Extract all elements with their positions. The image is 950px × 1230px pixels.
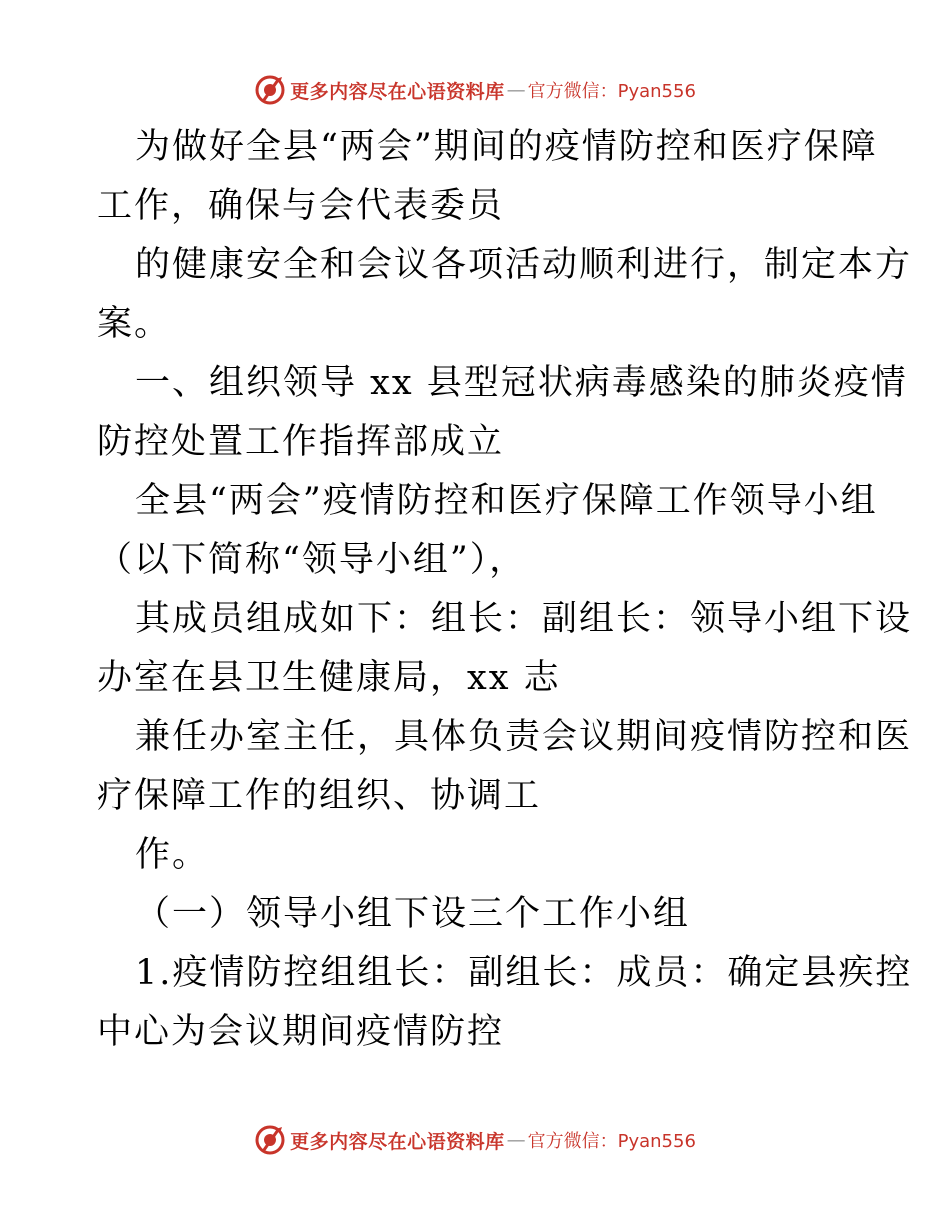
- body-line: 为做好全县“两会”期间的疫情防控和医疗保障: [135, 127, 878, 167]
- body-line: 工作，确保与会代表委员: [97, 186, 505, 226]
- body-line: 办室在县卫生健康局，xx 志: [97, 658, 561, 698]
- header-watermark: [0, 70, 950, 110]
- quill-seal-logo-icon: [254, 74, 286, 106]
- body-line: 疗保障工作的组织、协调工: [97, 776, 542, 816]
- body-line: 防控处置工作指挥部成立: [97, 422, 505, 462]
- body-line: （以下简称“领导小组”），: [97, 540, 527, 580]
- body-line: 1.疫情防控组组长：副组长：成员：确定县疾控: [135, 953, 913, 993]
- watermark-main-text: 更多内容尽在心语资料库: [290, 80, 505, 103]
- body-line: 中心为会议期间疫情防控: [97, 1012, 505, 1052]
- watermark-main-text: 更多内容尽在心语资料库: [290, 1130, 505, 1153]
- body-line: 兼任办室主任，具体负责会议期间疫情防控和医: [135, 717, 913, 757]
- watermark-separator: —: [506, 1129, 526, 1151]
- body-line: （一）领导小组下设三个工作小组: [135, 894, 691, 934]
- quill-seal-logo-icon: [254, 1124, 286, 1156]
- body-line: 案。: [97, 304, 172, 344]
- body-line: 其成员组成如下：组长：副组长：领导小组下设: [135, 599, 913, 639]
- watermark-wechat-text: 官方微信：Pyan556: [527, 81, 696, 102]
- body-line: 一、组织领导 xx 县型冠状病毒感染的肺炎疫情: [135, 363, 908, 403]
- watermark-separator: —: [506, 79, 526, 101]
- footer-watermark: [0, 1120, 950, 1160]
- body-line: 的健康安全和会议各项活动顺利进行，制定本方: [135, 245, 913, 285]
- body-line: 作。: [135, 835, 210, 875]
- watermark-wechat-text: 官方微信：Pyan556: [527, 1131, 696, 1152]
- body-line: 全县“两会”疫情防控和医疗保障工作领导小组: [135, 481, 878, 521]
